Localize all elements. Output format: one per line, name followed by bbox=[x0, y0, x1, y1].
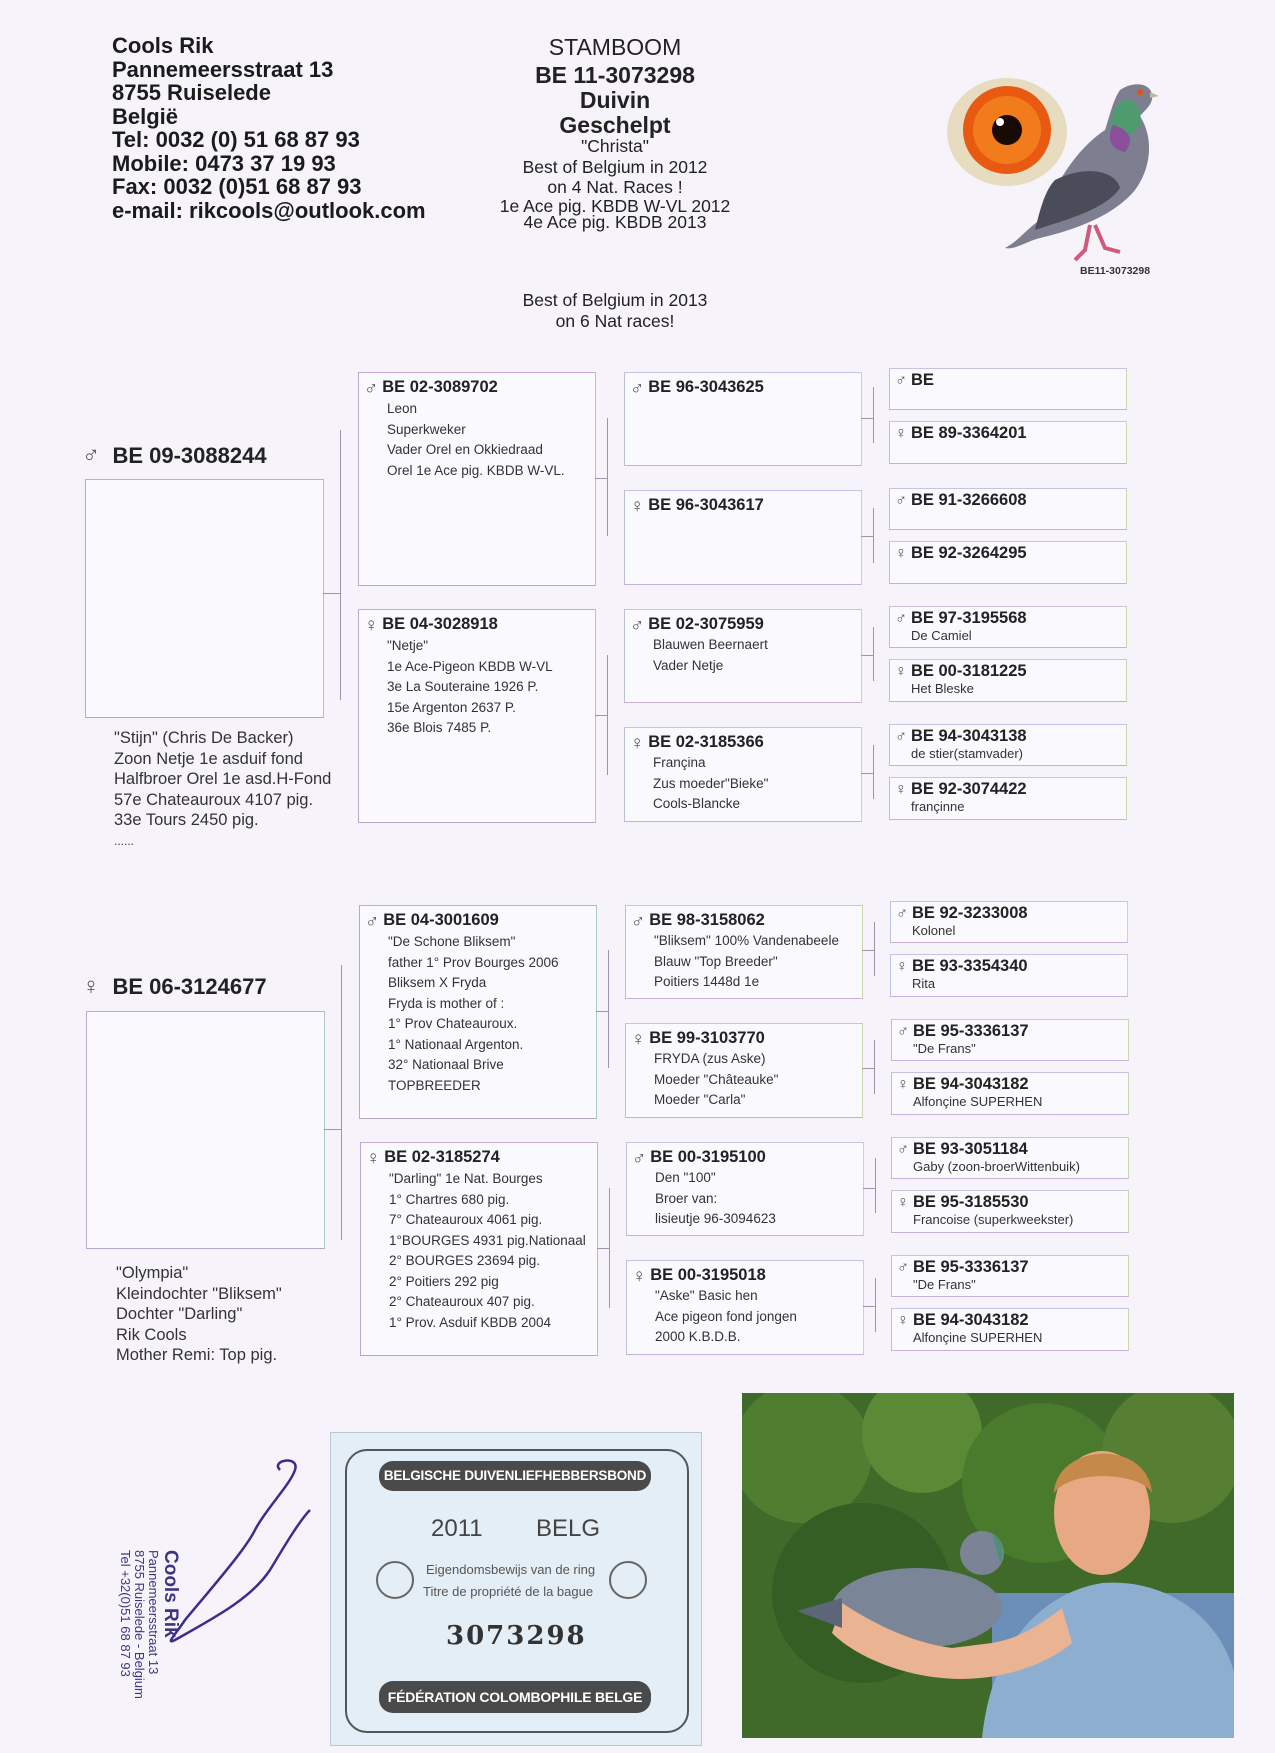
gen2-box-dam-dam bbox=[360, 1142, 598, 1356]
gen3-line: Blauw "Top Breeder" bbox=[654, 953, 778, 969]
dam-note: "Olympia" bbox=[116, 1264, 189, 1282]
stamp-street: Pannemeersstraat 13 bbox=[146, 1550, 161, 1675]
female-symbol-icon: ♀ bbox=[895, 545, 907, 562]
gen2-line: 2° Chateauroux 407 pig. bbox=[389, 1294, 535, 1309]
pigeon-achievements bbox=[460, 136, 770, 232]
female-symbol-icon: ♀ bbox=[897, 1312, 909, 1329]
gen3-ring: BE 96-3043625 bbox=[648, 378, 764, 396]
gen2-line: 1° Prov Chateauroux. bbox=[388, 1016, 518, 1031]
male-symbol-icon: ♂ bbox=[630, 615, 645, 636]
gen2-line: 1° Nationaal Argenton. bbox=[388, 1036, 524, 1052]
male-symbol-icon: ♂ bbox=[897, 1141, 909, 1158]
connector-line bbox=[324, 1129, 342, 1130]
gen4-note: Alfonçine SUPERHEN bbox=[913, 1094, 1043, 1109]
connector-line bbox=[875, 1158, 876, 1213]
best-of-belgium-2013 bbox=[460, 290, 770, 331]
achievement-line: Best of Belgium in 2012 bbox=[522, 156, 708, 177]
male-symbol-icon: ♂ bbox=[895, 492, 907, 509]
sire-photo-box bbox=[85, 479, 324, 718]
gen3-ring: BE 02-3185366 bbox=[648, 733, 764, 751]
gen4-box bbox=[889, 488, 1127, 530]
gen4-note: Rita bbox=[912, 976, 936, 991]
gen2-ring: BE 02-3185274 bbox=[384, 1148, 500, 1166]
connector-line bbox=[607, 418, 608, 536]
dam-photo-box bbox=[86, 1011, 325, 1249]
connector-line bbox=[873, 508, 874, 563]
gen4-ring: BE 91-3266608 bbox=[911, 491, 1027, 509]
gen4-ring: BE bbox=[911, 371, 934, 389]
male-symbol-icon: ♂ bbox=[895, 372, 907, 389]
connector-line bbox=[340, 430, 341, 700]
gen4-ring: BE 92-3074422 bbox=[911, 780, 1027, 798]
gen4-ring: BE 97-3195568 bbox=[911, 609, 1027, 627]
gen4-box bbox=[889, 724, 1127, 766]
pigeon-sex: Duivin bbox=[579, 87, 651, 113]
connector-line bbox=[596, 1011, 608, 1012]
ring-ownership-card bbox=[330, 1432, 702, 1746]
gen3-line: Françina bbox=[653, 755, 706, 770]
card-ring-number: 3073298 bbox=[446, 1621, 587, 1651]
gen4-note: "De Frans" bbox=[913, 1277, 976, 1292]
gen4-note: Gaby (zoon-broerWittenbuik) bbox=[913, 1159, 1080, 1174]
gen4-box bbox=[889, 541, 1127, 584]
gen4-ring: BE 92-3264295 bbox=[911, 544, 1027, 562]
gen3-box bbox=[624, 490, 862, 585]
card-nl-label: Eigendomsbewijs van de ring bbox=[426, 1562, 596, 1577]
gen3-line: Broer van: bbox=[655, 1190, 718, 1206]
gen2-line: Fryda is mother of : bbox=[388, 995, 505, 1011]
gen3-line: "Bliksem" 100% Vandenabeele bbox=[654, 933, 839, 948]
gen2-line: 1°BOURGES 4931 pig.Nationaal bbox=[389, 1232, 586, 1248]
card-top-banner: BELGISCHE DUIVENLIEFHEBBERSBOND bbox=[379, 1461, 651, 1491]
female-symbol-icon: ♀ bbox=[366, 1148, 381, 1169]
gen3-ring: BE 96-3043617 bbox=[648, 496, 764, 514]
male-symbol-icon: ♂ bbox=[895, 610, 907, 627]
gen3-line: FRYDA (zus Aske) bbox=[654, 1051, 766, 1066]
owner-street: Pannemeersstraat 13 bbox=[112, 56, 334, 82]
pigeon-header bbox=[460, 63, 770, 138]
gen3-line: Blauwen Beernaert bbox=[653, 637, 768, 652]
gen4-box bbox=[890, 901, 1128, 943]
gen2-line: 7° Chateauroux 4061 pig. bbox=[389, 1212, 543, 1227]
gen4-ring: BE 93-3354340 bbox=[912, 957, 1028, 975]
gen3-box bbox=[625, 1023, 863, 1118]
connector-line bbox=[595, 715, 607, 716]
gen2-box-sire-dam bbox=[358, 609, 596, 823]
gen3-box bbox=[624, 372, 862, 466]
owner-name: Cools Rik bbox=[112, 33, 214, 58]
breeder-photo bbox=[742, 1393, 1234, 1738]
gen4-ring: BE 95-3336137 bbox=[913, 1258, 1029, 1276]
gen4-note: De Camiel bbox=[911, 628, 972, 643]
card-crown-icon bbox=[609, 1561, 647, 1599]
gen4-box bbox=[891, 1308, 1129, 1351]
owner-fax: Fax: 0032 (0)51 68 87 93 bbox=[112, 174, 362, 199]
eye-and-pigeon-illustration bbox=[945, 70, 1175, 285]
connector-line bbox=[861, 536, 873, 537]
female-symbol-icon: ♀ bbox=[630, 733, 645, 754]
owner-country: België bbox=[112, 103, 179, 129]
owner-stamp bbox=[118, 1450, 330, 1699]
male-symbol-icon: ♂ bbox=[631, 911, 646, 932]
dam-header bbox=[82, 973, 267, 1001]
sire-notes bbox=[114, 728, 331, 851]
gen3-ring: BE 00-3195018 bbox=[650, 1266, 766, 1284]
dam-ring: BE 06-3124677 bbox=[112, 974, 267, 999]
dam-notes bbox=[116, 1263, 282, 1366]
gen3-box bbox=[624, 609, 862, 703]
female-symbol-icon: ♀ bbox=[895, 781, 907, 798]
gen2-line: 2° BOURGES 23694 pig. bbox=[389, 1253, 540, 1268]
gen2-line: Bliksem X Fryda bbox=[388, 975, 487, 990]
gen4-ring: BE 93-3051184 bbox=[913, 1140, 1028, 1158]
gen2-line: 1e Ace-Pigeon KBDB W-VL bbox=[387, 658, 553, 674]
sire-note: Halfbroer Orel 1e asd.H-Fond bbox=[114, 770, 332, 788]
gen4-ring: BE 95-3336137 bbox=[913, 1022, 1029, 1040]
card-fr-label: Titre de propriété de la bague bbox=[423, 1584, 594, 1599]
card-emblem-icon bbox=[376, 1561, 414, 1599]
connector-line bbox=[874, 922, 875, 976]
male-symbol-icon: ♂ bbox=[365, 911, 380, 932]
gen4-ring: BE 89-3364201 bbox=[911, 424, 1027, 442]
gen3-line: Poitiers 1448d 1e bbox=[654, 974, 760, 989]
best-2013-line: on 6 Nat races! bbox=[555, 310, 675, 331]
male-symbol-icon: ♂ bbox=[632, 1148, 647, 1169]
male-symbol-icon: ♂ bbox=[364, 378, 379, 399]
gen3-line: "Aske" Basic hen bbox=[655, 1288, 758, 1303]
connector-line bbox=[875, 1278, 876, 1332]
pigeon-color: Geschelpt bbox=[559, 112, 671, 138]
gen2-line: Superkweker bbox=[387, 421, 466, 437]
gen2-line: 32° Nationaal Brive bbox=[388, 1057, 504, 1072]
gen2-line: 36e Blois 7485 P. bbox=[387, 720, 492, 735]
card-country: BELG bbox=[536, 1515, 601, 1542]
pigeon-name: "Christa" bbox=[581, 136, 649, 156]
gen3-box bbox=[624, 727, 862, 822]
connector-line bbox=[323, 593, 341, 594]
gen2-line: "Netje" bbox=[387, 638, 429, 653]
pedigree-title: STAMBOOM bbox=[548, 34, 682, 60]
best-2013-line: Best of Belgium in 2013 bbox=[522, 290, 708, 310]
owner-tel: Tel: 0032 (0) 51 68 87 93 bbox=[112, 127, 360, 152]
connector-line bbox=[607, 655, 608, 775]
female-symbol-icon: ♀ bbox=[896, 958, 908, 975]
gen2-line: 1° Chartres 680 pig. bbox=[389, 1191, 510, 1207]
male-symbol-icon: ♂ bbox=[895, 728, 907, 745]
gen2-line: "Darling" 1e Nat. Bourges bbox=[389, 1171, 543, 1186]
connector-line bbox=[863, 1306, 875, 1307]
connector-line bbox=[861, 418, 873, 419]
gen4-box bbox=[889, 368, 1127, 410]
connector-line bbox=[609, 1188, 610, 1308]
female-symbol-icon: ♀ bbox=[895, 425, 907, 442]
sire-note: 57e Chateauroux 4107 pig. bbox=[114, 790, 314, 809]
gen2-line: father 1° Prov Bourges 2006 bbox=[388, 954, 559, 970]
card-year: 2011 bbox=[431, 1515, 483, 1542]
gen4-box bbox=[890, 954, 1128, 997]
gen3-box bbox=[625, 905, 863, 999]
dam-note: Mother Remi: Top pig. bbox=[116, 1346, 278, 1364]
owner-mobile: Mobile: 0473 37 19 93 bbox=[112, 150, 336, 176]
sire-note: 33e Tours 2450 pig. bbox=[114, 811, 259, 829]
card-bottom-banner: FÉDÉRATION COLOMBOPHILE BELGE bbox=[379, 1681, 651, 1713]
gen2-line: TOPBREEDER bbox=[388, 1077, 481, 1093]
owner-block bbox=[112, 34, 426, 222]
gen4-ring: BE 94-3043182 bbox=[913, 1311, 1029, 1329]
gen2-ring: BE 04-3028918 bbox=[382, 615, 498, 633]
male-symbol-icon: ♂ bbox=[630, 378, 645, 399]
gen3-line: Zus moeder"Bieke" bbox=[653, 775, 769, 791]
stamp-city: 8755 Ruiselede - Belgium bbox=[132, 1550, 147, 1699]
gen4-note: "De Frans" bbox=[913, 1041, 976, 1056]
gen2-line: Vader Orel en Okkiedraad bbox=[387, 442, 543, 457]
achievement-line: 4e Ace pig. KBDB 2013 bbox=[523, 211, 707, 232]
gen4-box bbox=[891, 1255, 1129, 1297]
connector-line bbox=[608, 950, 609, 1068]
gen3-line: Cools-Blancke bbox=[653, 796, 741, 811]
gen4-note: Het Bleske bbox=[911, 681, 974, 696]
gen4-ring: BE 00-3181225 bbox=[911, 662, 1027, 680]
gen2-box-dam-sire bbox=[359, 905, 597, 1119]
connector-line bbox=[595, 478, 607, 479]
female-symbol-icon: ♀ bbox=[895, 663, 907, 680]
gen2-line: Orel 1e Ace pig. KBDB W-VL. bbox=[387, 462, 565, 478]
gen3-line: Ace pigeon fond jongen bbox=[655, 1308, 797, 1324]
gen3-line: Den "100" bbox=[655, 1170, 716, 1185]
achievement-line: 1e Ace pig. KBDB W-VL 2012 bbox=[499, 195, 731, 216]
male-symbol-icon: ♂ bbox=[897, 1023, 909, 1040]
female-symbol-icon: ♀ bbox=[364, 615, 379, 636]
gen2-ring: BE 02-3089702 bbox=[382, 378, 498, 396]
pigeon-eye-icon bbox=[947, 78, 1067, 186]
female-symbol-icon: ♀ bbox=[632, 1266, 647, 1287]
gen4-note: de stier(stamvader) bbox=[911, 746, 1023, 761]
gen2-box-sire-sire bbox=[358, 372, 596, 586]
male-symbol-icon: ♂ bbox=[82, 442, 100, 469]
connector-line bbox=[861, 773, 873, 774]
stamp-text bbox=[118, 1550, 180, 1750]
gen2-ring: BE 04-3001609 bbox=[383, 911, 499, 929]
gen3-ring: BE 99-3103770 bbox=[649, 1029, 765, 1047]
dam-note: Kleindochter "Bliksem" bbox=[116, 1284, 282, 1303]
gen3-line: Vader Netje bbox=[653, 657, 724, 673]
gen4-note: Kolonel bbox=[912, 923, 956, 938]
stamp-name: Cools Rik bbox=[160, 1550, 181, 1638]
gen2-line: 15e Argenton 2637 P. bbox=[387, 699, 516, 715]
gen2-line: "De Schone Bliksem" bbox=[388, 934, 516, 949]
connector-line bbox=[863, 1188, 875, 1189]
gen4-box bbox=[889, 777, 1127, 820]
gen2-line: 2° Poitiers 292 pig bbox=[389, 1273, 499, 1289]
gen4-box bbox=[891, 1190, 1129, 1233]
sire-note: "Stijn" (Chris De Backer) bbox=[114, 729, 294, 747]
female-symbol-icon: ♀ bbox=[82, 973, 100, 1000]
sire-header bbox=[82, 442, 267, 470]
male-symbol-icon: ♂ bbox=[896, 905, 908, 922]
dam-note: Dochter "Darling" bbox=[116, 1305, 243, 1323]
pigeon-ring: BE 11-3073298 bbox=[535, 62, 695, 88]
connector-line bbox=[862, 950, 874, 951]
gen3-line: Moeder "Carla" bbox=[654, 1092, 746, 1107]
gen4-ring: BE 95-3185530 bbox=[913, 1193, 1029, 1211]
gen3-ring: BE 00-3195100 bbox=[650, 1148, 766, 1166]
connector-line bbox=[874, 1040, 875, 1094]
owner-city: 8755 Ruiselede bbox=[112, 80, 271, 105]
female-symbol-icon: ♀ bbox=[630, 496, 645, 517]
gen3-line: lisieutje 96-3094623 bbox=[655, 1211, 776, 1226]
sire-ring: BE 09-3088244 bbox=[112, 443, 267, 468]
gen3-box bbox=[626, 1142, 864, 1236]
gen3-ring: BE 98-3158062 bbox=[649, 911, 765, 929]
gen2-line: Leon bbox=[387, 401, 418, 416]
gen2-line: 1° Prov. Asduif KBDB 2004 bbox=[389, 1314, 551, 1330]
connector-line bbox=[341, 965, 342, 1240]
gen3-line: Moeder "Châteauke" bbox=[654, 1071, 779, 1087]
stamp-tel: Tel +32(0)51 68 87 93 bbox=[118, 1550, 133, 1677]
gen3-ring: BE 02-3075959 bbox=[648, 615, 764, 633]
sire-note: Zoon Netje 1e asduif fond bbox=[114, 749, 303, 768]
connector-line bbox=[873, 745, 874, 799]
male-symbol-icon: ♂ bbox=[897, 1259, 909, 1276]
dam-note: Rik Cools bbox=[116, 1325, 187, 1344]
female-symbol-icon: ♀ bbox=[631, 1029, 646, 1050]
gen4-ring: BE 92-3233008 bbox=[912, 904, 1028, 922]
breeder-with-pigeon-image bbox=[742, 1393, 1234, 1738]
gen4-box bbox=[889, 606, 1127, 648]
gen4-note: Alfonçine SUPERHEN bbox=[913, 1330, 1043, 1345]
gen4-box bbox=[891, 1137, 1129, 1179]
female-symbol-icon: ♀ bbox=[897, 1194, 909, 1211]
connector-line bbox=[873, 387, 874, 443]
gen4-box bbox=[889, 421, 1127, 464]
gen4-box bbox=[891, 1019, 1129, 1061]
gen4-ring: BE 94-3043182 bbox=[913, 1075, 1029, 1093]
achievement-line: on 4 Nat. Races ! bbox=[547, 177, 683, 197]
gen4-note: françinne bbox=[911, 799, 965, 814]
gen4-box bbox=[889, 659, 1127, 702]
connector-line bbox=[862, 1068, 874, 1069]
photo-caption: BE11-3073298 bbox=[1080, 265, 1151, 277]
gen3-line: 2000 K.B.D.B. bbox=[655, 1329, 741, 1344]
female-symbol-icon: ♀ bbox=[897, 1076, 909, 1093]
gen4-ring: BE 94-3043138 bbox=[911, 727, 1027, 745]
owner-email: e-mail: rikcools@outlook.com bbox=[112, 197, 426, 223]
gen4-note: Francoise (superkweekster) bbox=[913, 1212, 1074, 1227]
gen4-box bbox=[891, 1072, 1129, 1115]
sire-note: ...... bbox=[114, 833, 135, 848]
gen2-line: 3e La Souteraine 1926 P. bbox=[387, 679, 539, 694]
gen3-box bbox=[626, 1260, 864, 1355]
connector-line bbox=[597, 1248, 609, 1249]
connector-line bbox=[861, 655, 873, 656]
connector-line bbox=[873, 627, 874, 681]
